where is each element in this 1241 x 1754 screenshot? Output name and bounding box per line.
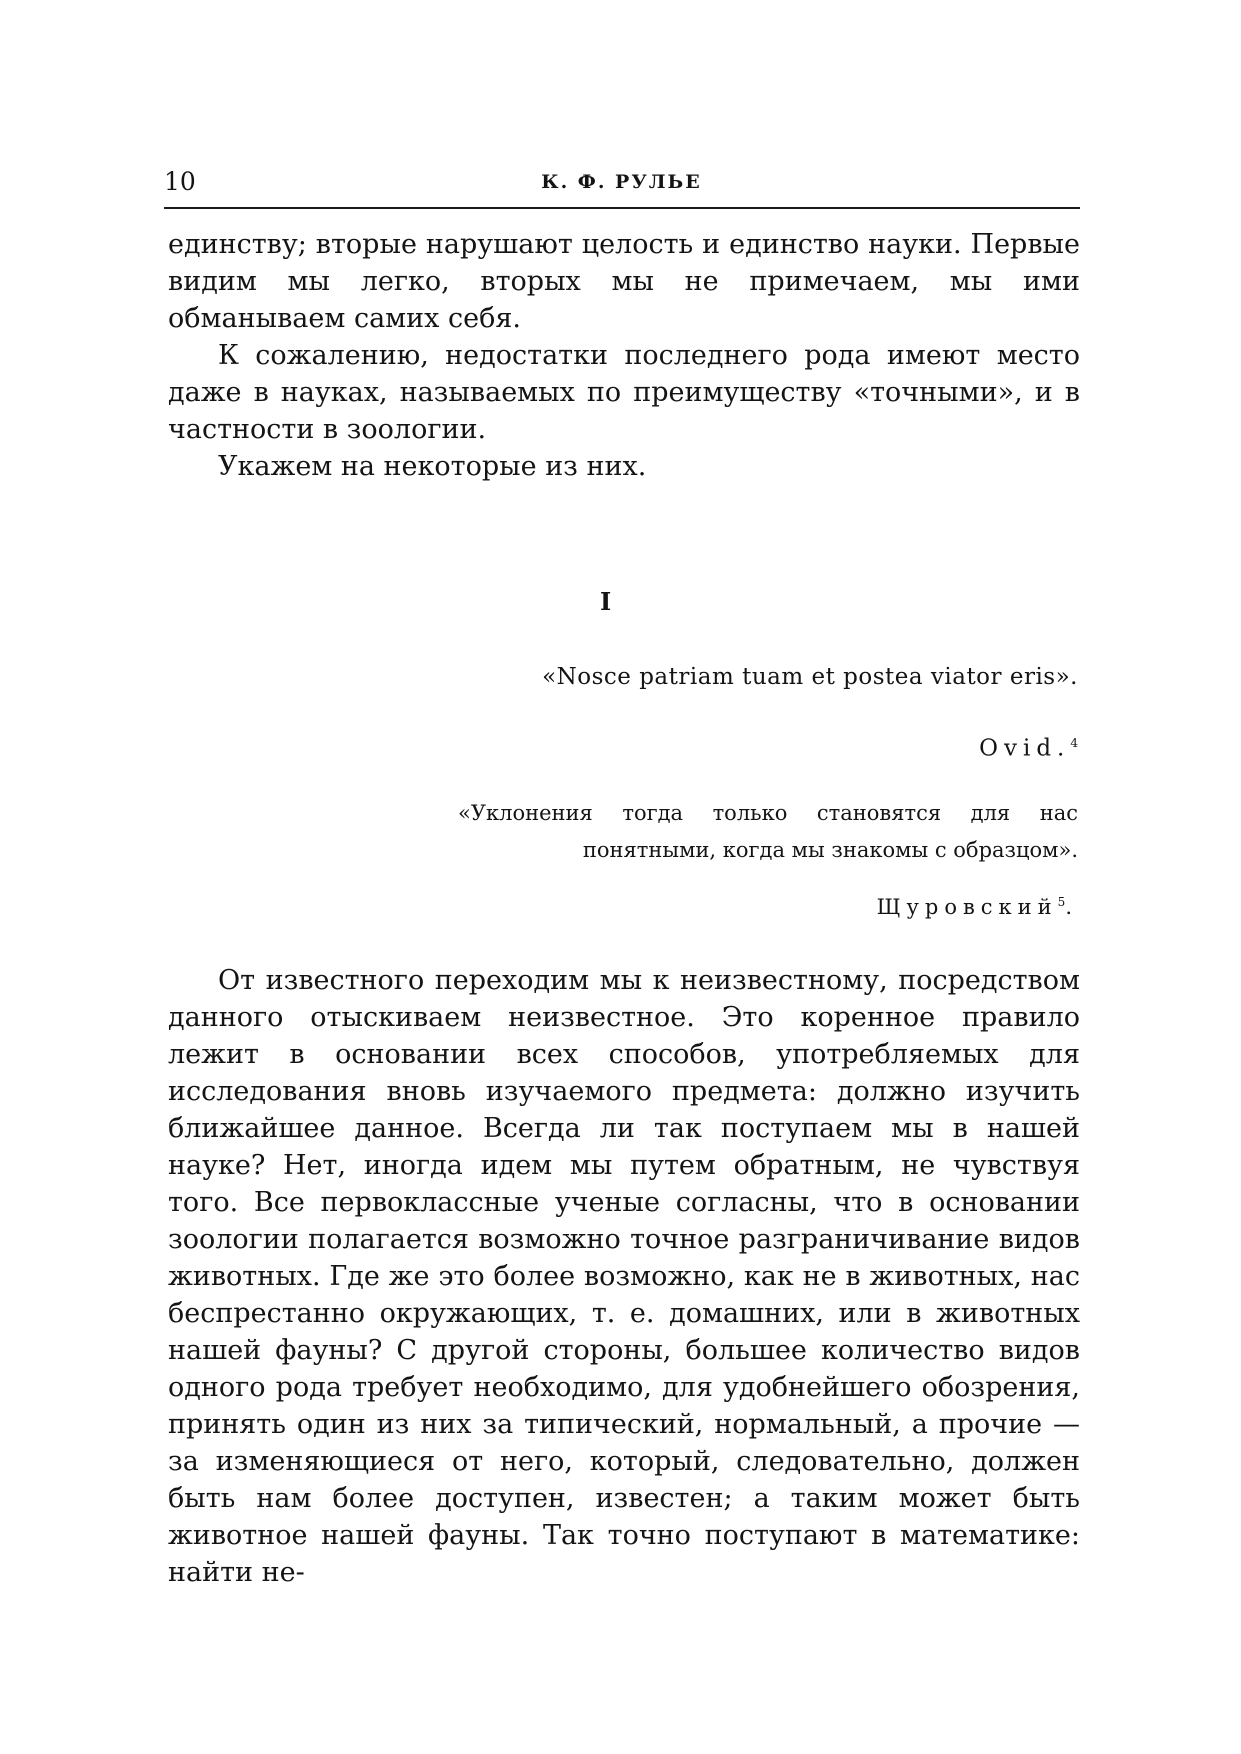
running-head: К. Ф. РУЛЬЕ <box>541 171 702 193</box>
footnote-marker: 5 <box>1057 895 1066 909</box>
section-number: I <box>600 587 612 616</box>
main-text <box>168 962 1080 1591</box>
epigraph-latin: «Nosce patriam tuam et postea viator eris». <box>542 664 1078 690</box>
footnote-marker: 4 <box>1070 736 1078 750</box>
intro-paragraph-3: Укажем на некоторые из них. <box>218 451 647 482</box>
author-trailing-period: . <box>1065 895 1078 919</box>
page-number: 10 <box>164 167 196 196</box>
epigraph-latin-author-name: Ovid. <box>979 735 1071 762</box>
epigraph-russian-author <box>877 887 1078 922</box>
epigraph-russian: «Уклонения тогда только становятся для нас понятными, когда мы знакомы с образцом». <box>458 801 1078 862</box>
header-rule <box>164 207 1080 209</box>
intro-text <box>168 226 1080 485</box>
main-paragraph: От известного переходим мы к неизвестному, посредством данного отыскиваем неизвестное. Это коренное правило лежит в основании всех способов, употребляемых для исследования вновь изучаемого предмета: должно изучить ближайшее данное. Всегда ли так поступаем мы в нашей науке? Нет, иногда идем мы путем обратным, не чувствуя того. Все первоклассные ученые согласны, что в основании зоологии полагается возможно точное разграничивание видов животных. Где же это более возможно, как не в животных, нас беспрестанно окружающих, т. е. домашних, или в животных нашей фауны? С другой стороны, большее количество видов одного рода требует необходимо, для удобнейшего обозрения, принять один из них за типический, нормальный, а прочие — за изменяющиеся от него, который, следовательно, должен быть нам более доступен, известен; а таким может быть животное нашей фауны. Так точно поступают в математике: найти не- <box>168 965 1080 1588</box>
epigraph-latin-author <box>979 728 1078 764</box>
intro-paragraph-2: К сожалению, недостатки последнего рода имеют место даже в науках, называемых по преимуществу «точными», и в частности в зоологии. <box>168 340 1080 445</box>
page-header <box>164 168 1079 196</box>
epigraph-russian-author-name: Щуровский <box>876 895 1058 919</box>
intro-paragraph-1: единству; вторые нарушают целость и единство науки. Первые видим мы легко, вторых мы не примечаем, мы ими обманываем самих себя. <box>168 229 1080 334</box>
